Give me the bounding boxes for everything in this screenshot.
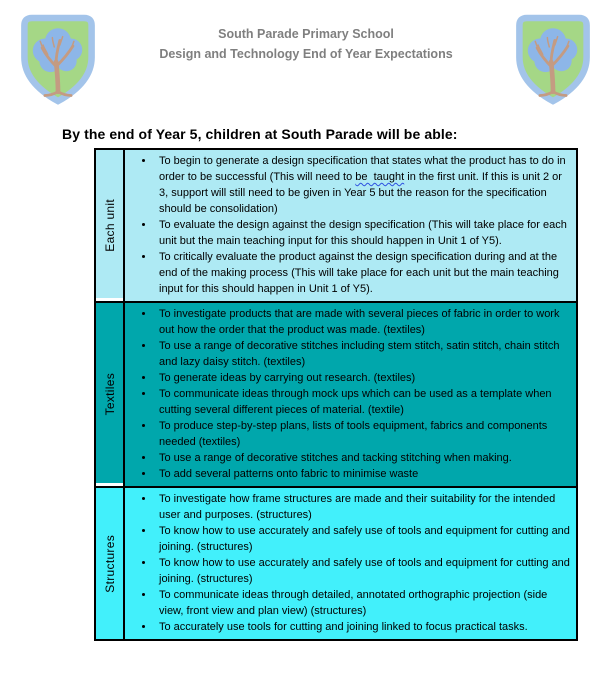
bullet-item: • To begin to generate a design specification that states what the product has to do in order to be successful (This will need to be taught in the first unit. If this is unit 2 or 3, support will still need to be given in Year 5 but the reason for the specification should be consolidation) bbox=[155, 153, 570, 217]
bullet-item: • To investigate products that are made with several pieces of fabric in order to work out how the order that the product was made. (textiles) bbox=[155, 306, 570, 338]
bullet-item: • To use a range of decorative stitches including stem stitch, satin stitch, chain stitch and lazy daisy stitch. (textiles) bbox=[155, 338, 570, 370]
bullet-item: • To evaluate the design against the design specification (This will take place for each unit but the main teaching input for this should happen in Unit 1 of Y5). bbox=[155, 217, 570, 249]
document-subtitle: Design and Technology End of Year Expectations bbox=[159, 47, 453, 61]
bullet-item: • To know how to use accurately and safely use of tools and equipment for cutting and joining. (structures) bbox=[155, 555, 570, 587]
page-title: By the end of Year 5, children at South Parade will be able: bbox=[62, 126, 458, 142]
bullet-list bbox=[127, 153, 570, 297]
bullet-item: • To accurately use tools for cutting and joining linked to focus practical tasks. bbox=[155, 619, 570, 635]
bullet-item: • To add several patterns onto fabric to minimise waste bbox=[155, 466, 570, 482]
bullet-item: • To know how to use accurately and safely use of tools and equipment for cutting and joining. (structures) bbox=[155, 523, 570, 555]
row-content-cell bbox=[124, 149, 577, 302]
bullet-item: • To produce step-by-step plans, lists of tools equipment, fabrics and components needed (textiles) bbox=[155, 418, 570, 450]
row-label-cell bbox=[95, 302, 124, 487]
bullet-item: • To critically evaluate the product against the design specification during and at the end of the making process (This will take place for each unit but the main teaching input for this should happen in Unit 1 of Y5). bbox=[155, 249, 570, 297]
row-content-cell bbox=[124, 487, 577, 640]
bullet-item: • To communicate ideas through mock ups which can be used as a template when cutting several different pieces of material. (textile) bbox=[155, 386, 570, 418]
row-label-cell bbox=[95, 487, 124, 640]
table-row bbox=[95, 302, 577, 487]
bullet-item: • To investigate how frame structures are made and their suitability for the intended user and purposes. (structures) bbox=[155, 491, 570, 523]
row-content-cell bbox=[124, 302, 577, 487]
bullet-list bbox=[127, 491, 570, 635]
bullet-item: • To use a range of decorative stitches and tacking stitching when making. bbox=[155, 450, 570, 466]
school-name: South Parade Primary School bbox=[218, 27, 394, 41]
row-label: Structures bbox=[102, 534, 117, 593]
bullet-item: • To communicate ideas through detailed, annotated orthographic projection (side view, front view and plan view) (structures) bbox=[155, 587, 570, 619]
expectations-table-body bbox=[95, 149, 577, 640]
document-header bbox=[0, 24, 612, 64]
bullet-item: • To generate ideas by carrying out research. (textiles) bbox=[155, 370, 570, 386]
spellcheck-squiggle: be taught bbox=[355, 171, 405, 183]
row-label-cell bbox=[95, 149, 124, 302]
table-row bbox=[95, 149, 577, 302]
table-row bbox=[95, 487, 577, 640]
row-label: Each unit bbox=[102, 199, 117, 252]
bullet-list bbox=[127, 306, 570, 482]
row-label: Textiles bbox=[102, 373, 117, 416]
expectations-table bbox=[94, 148, 578, 641]
